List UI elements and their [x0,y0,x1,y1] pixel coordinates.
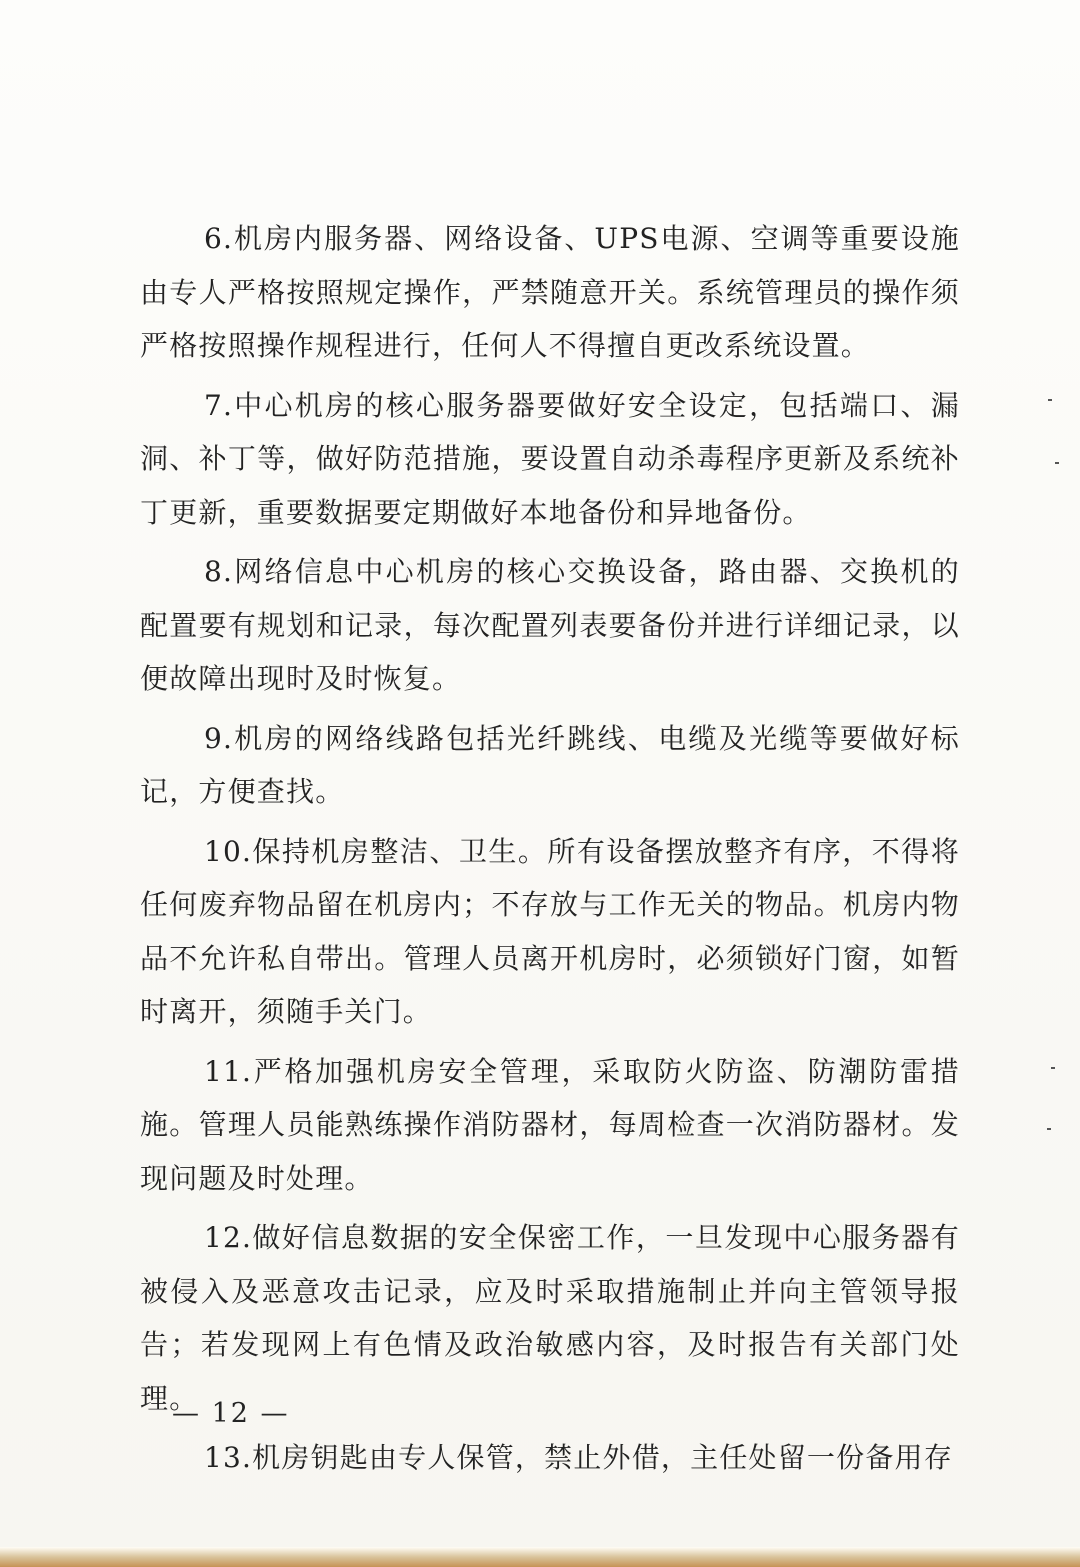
scan-mark [1051,1067,1055,1069]
document-body [140,212,960,1491]
paragraph-13: 13.机房钥匙由专人保管，禁止外借，主任处留一份备用存 [204,1441,953,1474]
paragraph-11: 11.严格加强机房安全管理，采取防火防盗、防潮防雷措施。管理人员能熟练操作消防器材，每周检查一次消防器材。发现问题及时处理。 [140,1054,960,1195]
paragraph-10: 10.保持机房整洁、卫生。所有设备摆放整齐有序，不得将任何废弃物品留在机房内；不存放与工作无关的物品。机房内物品不允许私自带出。管理人员离开机房时，必须锁好门窗，如暂时离开，须随手关门。 [140,834,960,1028]
page-number: — 12 — [172,1398,290,1429]
paragraph-7: 7.中心机房的核心服务器要做好安全设定，包括端口、漏洞、补丁等，做好防范措施，要设置自动杀毒程序更新及系统补丁更新，重要数据要定期做好本地备份和异地备份。 [140,388,960,529]
paragraph-6: 6.机房内服务器、网络设备、UPS电源、空调等重要设施由专人严格按照规定操作，严禁随意开关。系统管理员的操作须严格按照操作规程进行，任何人不得擅自更改系统设置。 [140,222,960,362]
paragraph-8: 8.网络信息中心机房的核心交换设备，路由器、交换机的配置要有规划和记录，每次配置列表要备份并进行详细记录，以便故障出现时及时恢复。 [140,555,960,695]
paragraph-12: 12.做好信息数据的安全保密工作，一旦发现中心服务器有被侵入及恶意攻击记录，应及时采取措施制止并向主管领导报告；若发现网上有色情及政治敏感内容，及时报告有关部门处理。 [140,1221,960,1415]
scan-edge [0,1547,1080,1567]
paragraph-9: 9.机房的网络线路包括光纤跳线、电缆及光缆等要做好标记，方便查找。 [140,721,960,808]
scan-mark [1048,399,1052,401]
scan-mark [1047,1128,1051,1130]
scan-mark [1055,462,1059,464]
